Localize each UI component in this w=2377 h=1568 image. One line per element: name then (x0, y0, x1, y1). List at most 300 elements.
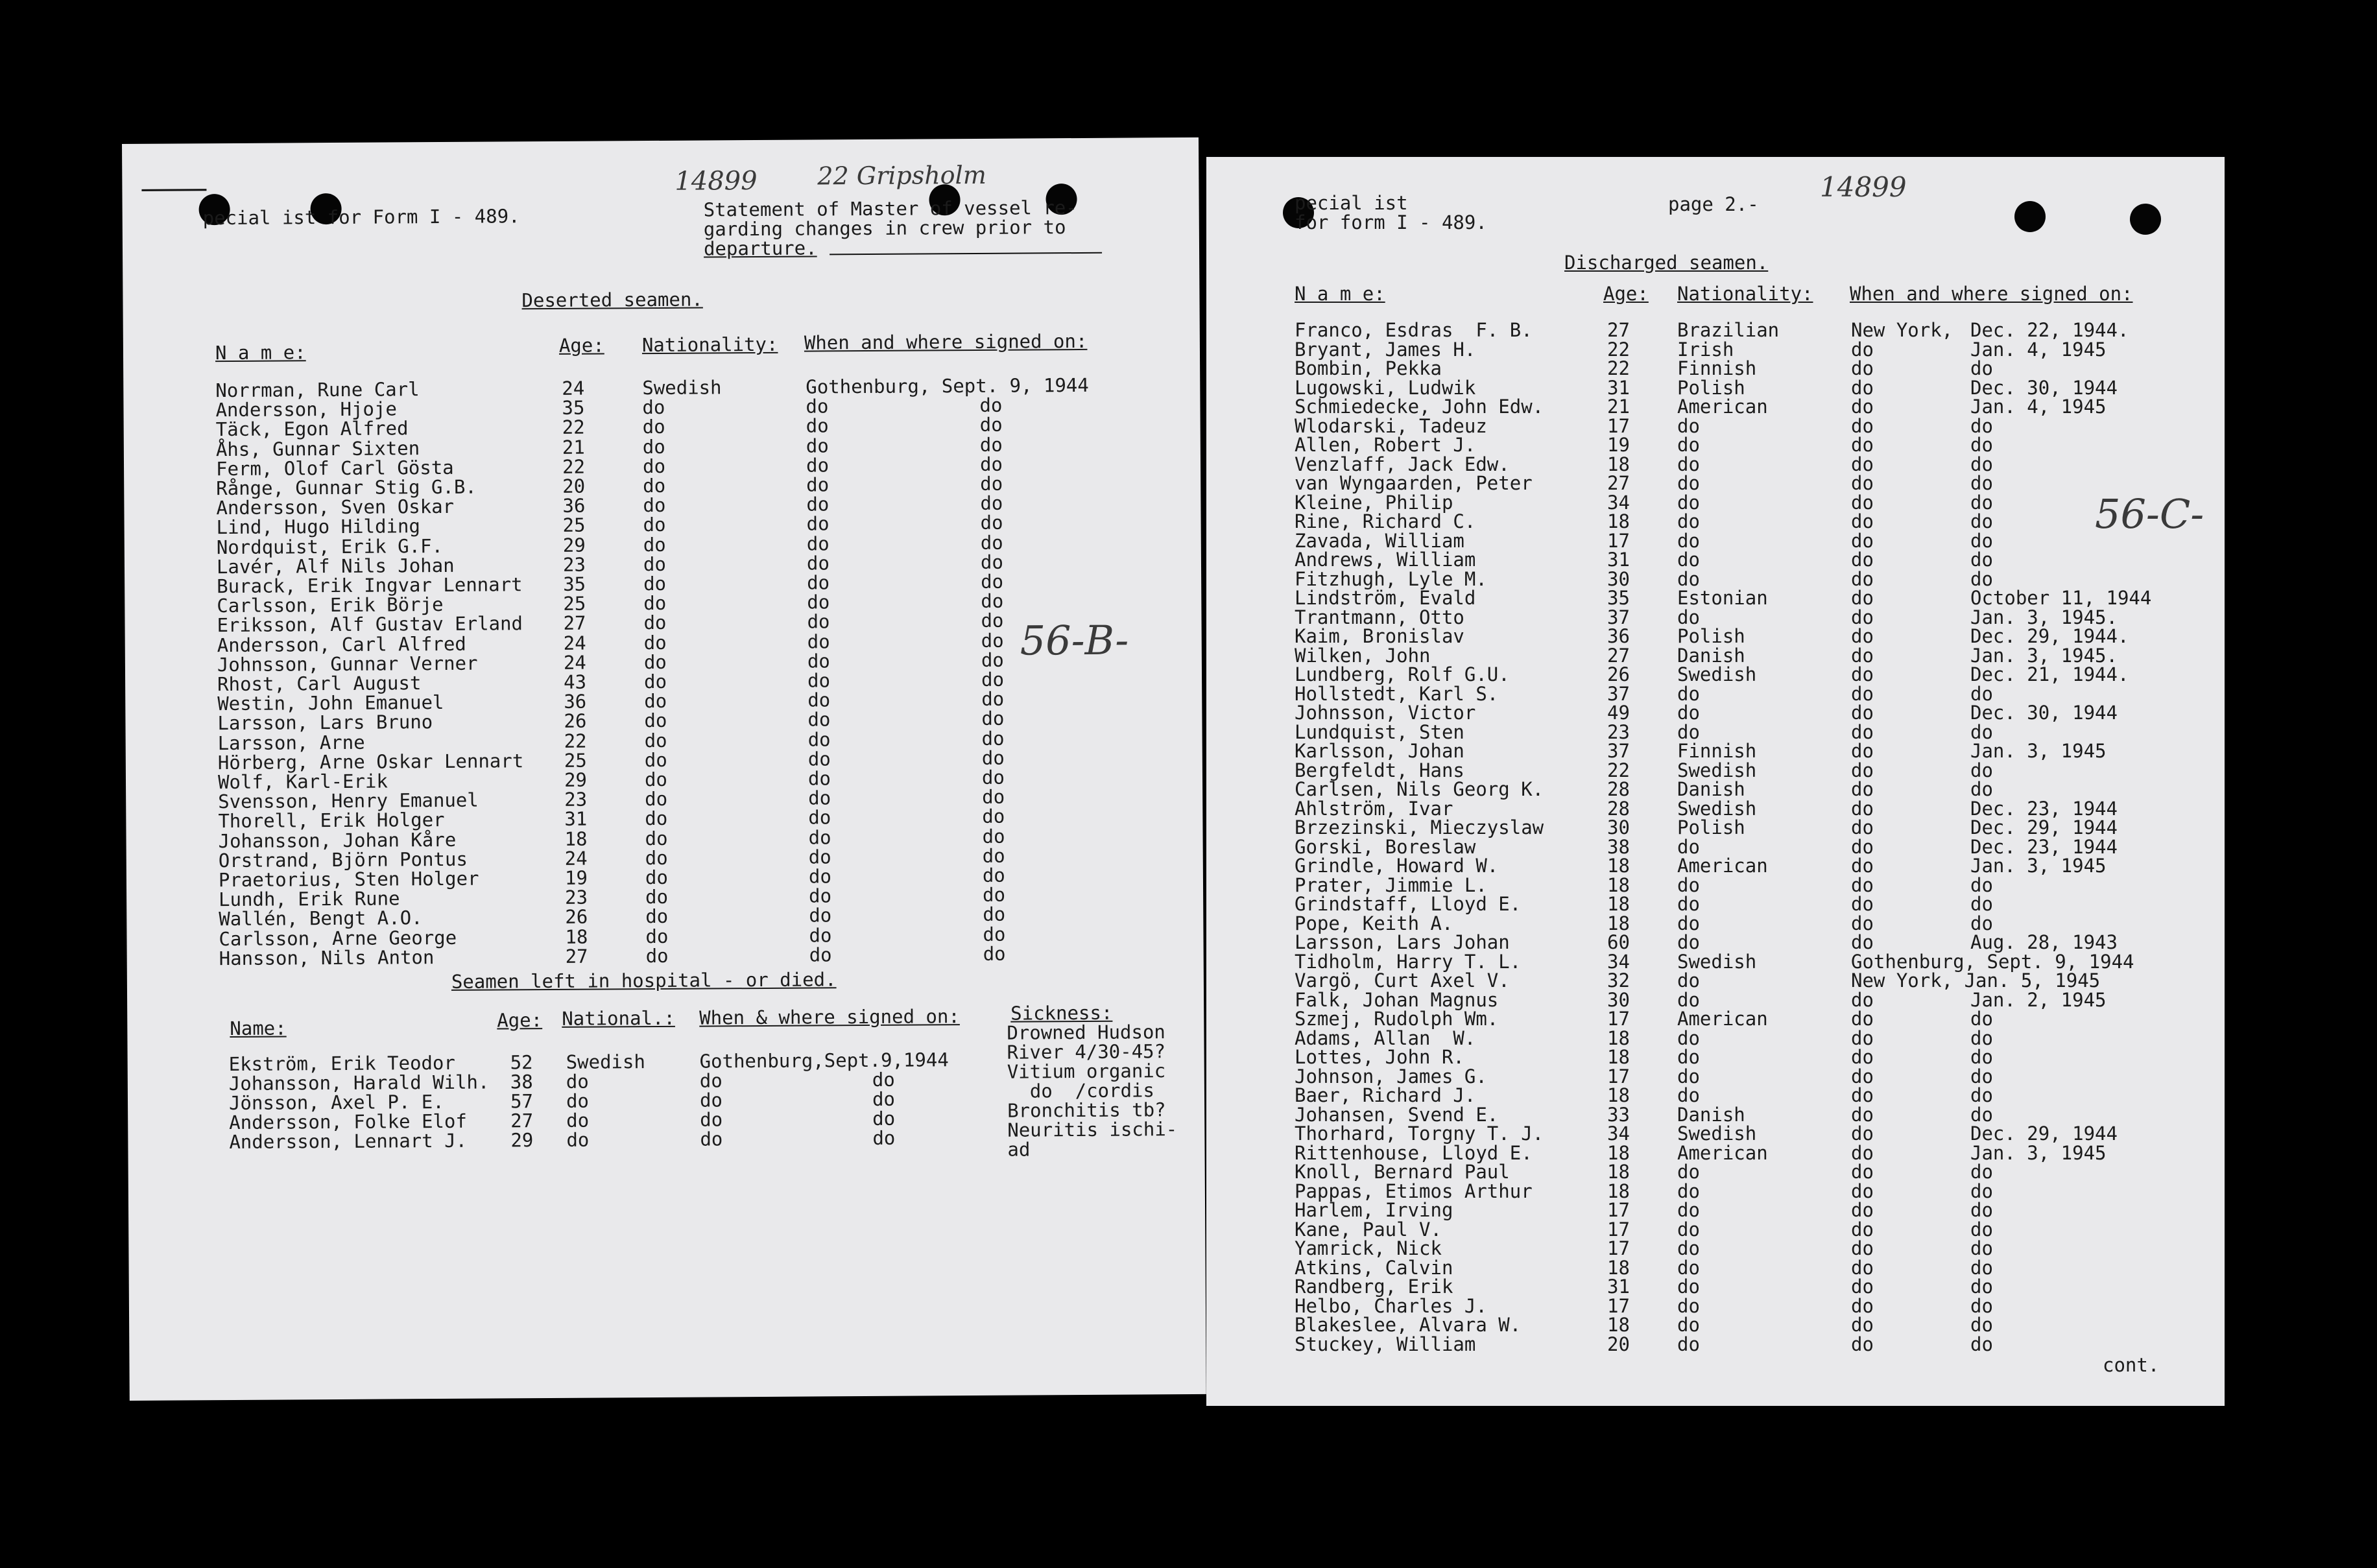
signed-on-date: do (1970, 1027, 1993, 1049)
seaman-age: 18 (1607, 1314, 1630, 1336)
signed-on-date: Jan. 3, 1945. (1970, 606, 2118, 628)
page-number: page 2.- (1668, 193, 1759, 215)
signed-on-place: do (1851, 587, 1874, 609)
seaman-age: 20 (1607, 1333, 1630, 1355)
seaman-age: 17 (1607, 1237, 1630, 1259)
seaman-nationality: do (1677, 567, 1700, 590)
seaman-name: Kane, Paul V. (1295, 1218, 1442, 1241)
signed-on-date: Dec. 29, 1944 (1970, 1123, 2118, 1145)
seaman-nationality: do (643, 474, 666, 497)
signed-on-place: do (700, 1108, 723, 1131)
seaman-nationality: Swedish (1677, 950, 1757, 973)
table-row (1206, 626, 2225, 646)
sickness-line: Bronchitis tb? (1007, 1099, 1166, 1122)
seaman-age: 60 (1607, 931, 1630, 953)
seaman-nationality: do (642, 435, 665, 458)
seaman-age: 36 (564, 690, 587, 713)
seaman-nationality: do (643, 631, 667, 654)
seaman-age: 22 (1607, 759, 1630, 781)
signed-on-date: do (980, 472, 1003, 495)
seaman-age: 27 (565, 945, 588, 968)
signed-on-place: do (1851, 472, 1874, 494)
seaman-nationality: do (644, 748, 667, 771)
seaman-nationality: do (1677, 835, 1700, 858)
seaman-age: 34 (1607, 491, 1630, 514)
header-age: Age: (558, 334, 604, 357)
signed-on-date: Jan. 3, 1945 (1970, 1141, 2107, 1164)
signed-on-date: do (1970, 1218, 1993, 1241)
signed-on-place: do (1851, 855, 1874, 877)
seaman-name: Knoll, Bernard Paul (1295, 1161, 1510, 1183)
seaman-name: Rine, Richard C. (1295, 510, 1476, 532)
handwritten-mark: 56-C- (2095, 490, 2204, 538)
signed-on-date: do (982, 805, 1005, 828)
seaman-nationality: do (645, 925, 669, 947)
seaman-name: Wlodarski, Tadeuz (1295, 414, 1487, 437)
signed-on-place: do (806, 395, 829, 418)
signed-on-place: do (807, 708, 831, 731)
table-row (1206, 1258, 2225, 1277)
signed-on-place: do (806, 493, 830, 516)
seaman-age: 18 (1607, 1027, 1630, 1049)
seaman-name: Larsson, Lars Bruno (217, 711, 433, 735)
sickness-line: do /cordis (1007, 1079, 1155, 1102)
seaman-age: 25 (563, 592, 586, 615)
table-row (1206, 455, 2225, 474)
signed-on-date: Dec. 22, 1944. (1970, 319, 2129, 341)
seaman-age: 18 (1607, 1256, 1630, 1279)
seaman-name: Täck, Egon Alfred (215, 417, 409, 441)
table-row (1206, 990, 2225, 1010)
seaman-name: Ekström, Erik Teodor (228, 1051, 455, 1076)
signed-on-date: do (981, 766, 1005, 789)
table-row (1206, 818, 2225, 837)
signed-on-date: do (1970, 1314, 1993, 1336)
signed-on-place: do (1851, 606, 1874, 628)
signed-on-place: do (806, 434, 829, 457)
signed-on-date: do (981, 707, 1005, 730)
seaman-age: 31 (1607, 1276, 1630, 1298)
seaman-name: Johansen, Svend E. (1295, 1103, 1499, 1126)
hospital-title: Seamen left in hospital - or died. (451, 968, 837, 993)
seaman-nationality: do (1677, 1294, 1700, 1317)
seaman-age: 18 (1607, 1161, 1630, 1183)
signed-on-date: do (981, 727, 1005, 750)
signed-on-place: do (1851, 1103, 1874, 1126)
seaman-age: 18 (1607, 510, 1630, 532)
seaman-nationality: American (1677, 855, 1768, 877)
seaman-age: 18 (1607, 873, 1630, 896)
seaman-name: Pappas, Etimos Arthur (1295, 1180, 1533, 1202)
seaman-nationality: do (1677, 873, 1700, 896)
sickness-line: Vitium organic (1007, 1060, 1166, 1083)
signed-on-date: do (981, 648, 1004, 671)
seaman-name: Larsson, Arne (217, 731, 365, 754)
seaman-nationality: Finnish (1677, 357, 1757, 379)
seaman-nationality: do (642, 416, 665, 438)
seaman-nationality: do (1677, 1256, 1700, 1279)
signed-on-date: do (1970, 357, 1993, 379)
seaman-age: 37 (1607, 682, 1630, 705)
seaman-name: Grindle, Howard W. (1295, 855, 1499, 877)
seaman-name: Allen, Robert J. (1295, 434, 1476, 456)
signed-on-place: do (1851, 376, 1874, 399)
table-row (1206, 1028, 2225, 1048)
signed-on-date: Dec. 23, 1944 (1970, 835, 2118, 858)
seaman-name: Brzezinski, Mieczyslaw (1295, 816, 1544, 838)
deserted-title: Deserted seamen. (521, 288, 703, 312)
seaman-nationality: do (645, 866, 668, 889)
seaman-name: Johansson, Harald Wilh. (228, 1071, 490, 1095)
table-row (1206, 1143, 2225, 1163)
seaman-name: Lavér, Alf Nils Johan (216, 554, 455, 578)
seaman-age: 24 (564, 847, 588, 870)
signed-on-date: do (1970, 472, 1993, 494)
seaman-nationality: Swedish (1677, 759, 1757, 781)
seaman-name: Lugowski, Ludwik (1295, 376, 1476, 399)
signed-on-place: do (699, 1069, 723, 1092)
signed-on-date: do (1970, 1333, 1993, 1355)
seaman-age: 24 (563, 651, 586, 674)
handwritten-file-number: 14899 (1820, 171, 1907, 203)
signed-on-date: do (1970, 759, 1993, 781)
signed-on-date: do (982, 785, 1005, 809)
table-row (1206, 1335, 2225, 1354)
signed-on-date: Dec. 23, 1944 (1970, 797, 2118, 820)
seaman-age: 18 (565, 925, 588, 948)
signed-on-place: do (1851, 720, 1874, 743)
signed-on-date: do (1970, 491, 1993, 514)
seaman-nationality: do (642, 396, 665, 419)
seaman-nationality: do (645, 944, 669, 967)
table-row (1206, 1182, 2225, 1201)
seaman-name: Nordquist, Erik G.F. (216, 534, 444, 558)
signed-on-date: do (1970, 1294, 1993, 1317)
seaman-name: Grindstaff, Lloyd E. (1295, 893, 1522, 915)
signed-on-place: do (1851, 549, 1874, 571)
signed-on-place: do (806, 552, 830, 575)
seaman-age: 23 (1607, 720, 1630, 743)
seaman-age: 23 (562, 553, 586, 576)
seaman-nationality: do (643, 572, 667, 595)
signed-on-date: do (1970, 1065, 1993, 1087)
signed-on-place: do (1851, 510, 1874, 532)
seaman-name: Fitzhugh, Lyle M. (1295, 567, 1487, 590)
seaman-nationality: do (644, 690, 667, 713)
signed-on-date: do (1970, 434, 1993, 456)
seaman-name: Carlsson, Arne George (219, 926, 457, 950)
seaman-name: Thorell, Erik Holger (218, 809, 445, 833)
seaman-name: Vargö, Curt Axel V. (1295, 969, 1510, 992)
signed-on-date: Dec. 30, 1944 (1970, 376, 2118, 399)
seaman-age: 27 (1607, 472, 1630, 494)
seaman-nationality: do (1677, 931, 1700, 953)
signed-on-date: do (1970, 682, 1993, 705)
seaman-name: Schmiedecke, John Edw. (1295, 396, 1544, 418)
seaman-nationality: do (566, 1128, 590, 1151)
seaman-name: Wallén, Bengt A.O. (219, 907, 423, 931)
seaman-name: Lundberg, Rolf G.U. (1295, 663, 1510, 685)
signed-on-date: do (982, 825, 1005, 848)
form-header-line-1: pecial ist (1295, 192, 1408, 214)
signed-on-date: do (980, 492, 1003, 515)
seaman-name: Larsson, Lars Johan (1295, 931, 1510, 953)
statement-line-2: garding changes in crew prior to (703, 216, 1066, 241)
table-row (1206, 971, 2225, 990)
seaman-nationality: Irish (1677, 338, 1734, 361)
signed-on-place: do (1851, 682, 1874, 705)
seaman-age: 35 (563, 573, 586, 595)
seaman-nationality: do (566, 1070, 589, 1093)
seaman-nationality: do (1677, 1276, 1700, 1298)
table-row (1206, 1067, 2225, 1086)
signed-on-place: do (1851, 414, 1874, 437)
seaman-name: Hörberg, Arne Oskar Lennart (217, 750, 524, 774)
signed-on-date: do (872, 1068, 895, 1091)
seaman-nationality: do (645, 807, 668, 830)
seaman-age: 38 (1607, 835, 1630, 858)
signed-on-date: Jan. 3, 1945. (1970, 644, 2118, 667)
seaman-age: 30 (1607, 988, 1630, 1011)
seaman-name: Adams, Allan W. (1295, 1027, 1476, 1049)
header-age: Age: (1603, 283, 1649, 305)
signed-on-date: do (1970, 1276, 1993, 1298)
left-document-page (122, 137, 1206, 1401)
right-document-page (1206, 157, 2225, 1406)
seaman-age: 28 (1607, 778, 1630, 800)
seaman-nationality: Swedish (566, 1051, 645, 1073)
seaman-nationality: do (645, 788, 668, 811)
seaman-nationality: do (643, 533, 666, 556)
table-row (1206, 1009, 2225, 1028)
table-row (1206, 1315, 2225, 1335)
seaman-name: Carlsson, Erik Börje (217, 593, 444, 617)
seaman-nationality: do (645, 846, 668, 869)
seaman-name: Bryant, James H. (1295, 338, 1476, 361)
seaman-age: 19 (564, 866, 588, 889)
table-row (1206, 1047, 2225, 1067)
signed-on-date: do (872, 1126, 896, 1149)
seaman-name: Falk, Johan Magnus (1295, 988, 1499, 1011)
seaman-age: 35 (1607, 587, 1630, 609)
seaman-nationality: do (644, 768, 668, 791)
seaman-nationality: Swedish (1677, 1123, 1757, 1145)
seaman-name: Johnsson, Gunnar Verner (217, 652, 478, 676)
seaman-age: 21 (562, 436, 585, 458)
seaman-age: 28 (1607, 797, 1630, 820)
signed-on-date: do (1970, 893, 1993, 915)
signed-on-date: do (1970, 1103, 1993, 1126)
seaman-age: 38 (510, 1071, 533, 1093)
header-signed-on: When and where signed on: (804, 329, 1088, 354)
signed-on-date: do (981, 629, 1004, 652)
signed-on-date: do (981, 746, 1005, 769)
seaman-name: Ahlström, Ivar (1295, 797, 1453, 820)
seaman-age: 27 (510, 1110, 534, 1132)
seaman-age: 18 (1607, 912, 1630, 934)
signed-on-place: do (1851, 1333, 1874, 1355)
signed-on-place: do (1851, 740, 1874, 762)
seaman-name: Wolf, Karl-Erik (217, 770, 388, 794)
seaman-name: Carlsen, Nils Georg K. (1295, 778, 1544, 800)
seaman-name: Rhost, Carl August (217, 672, 422, 696)
seaman-nationality: do (643, 650, 667, 673)
sickness-line: River 4/30-45? (1007, 1040, 1166, 1063)
table-row (1206, 1239, 2225, 1258)
statement-line-3: departure. (703, 237, 817, 260)
seaman-age: 17 (1607, 1294, 1630, 1317)
signed-on-date: do (981, 570, 1004, 593)
seaman-name: Praetorius, Sten Holger (218, 867, 479, 892)
seaman-nationality: do (642, 455, 666, 477)
seaman-nationality: Polish (1677, 816, 1745, 838)
hospital-header-nationality: National.: (562, 1006, 675, 1030)
signed-on-date: do (983, 903, 1006, 926)
seaman-name: Wilken, John (1295, 644, 1431, 667)
seaman-nationality: Brazilian (1677, 319, 1780, 341)
seaman-age: 24 (562, 377, 585, 399)
table-row (1206, 779, 2225, 799)
seaman-age: 34 (1607, 950, 1630, 973)
seaman-nationality: do (1677, 1199, 1700, 1221)
signed-on-place: do (808, 787, 831, 809)
underline (830, 252, 1102, 255)
seaman-age: 31 (1607, 376, 1630, 399)
header-name: N a m e: (215, 341, 306, 364)
signed-on-place: do (807, 748, 831, 770)
seaman-nationality: do (1677, 1333, 1700, 1355)
table-row (1206, 837, 2225, 857)
seaman-name: Hollstedt, Karl S. (1295, 682, 1499, 705)
signed-on-date: do (1970, 1256, 1993, 1279)
table-row (1206, 932, 2225, 952)
seaman-age: 17 (1607, 1065, 1630, 1087)
signed-on-place: do (809, 944, 832, 966)
seaman-nationality: do (645, 886, 669, 909)
signed-on-date: do (1970, 1084, 1993, 1106)
seaman-name: Ferm, Olof Carl Gösta (215, 456, 454, 480)
signed-on-place: do (1851, 625, 1874, 647)
signed-on-date: do (1970, 873, 1993, 896)
signed-on-date: Jan. 2, 1945 (1970, 988, 2107, 1011)
seaman-name: Trantmann, Otto (1295, 606, 1464, 628)
signed-on-date: do (980, 531, 1003, 554)
signed-on-place: do (1851, 663, 1874, 685)
seaman-age: 25 (562, 514, 586, 537)
seaman-nationality: do (566, 1089, 590, 1112)
signed-on-place: do (808, 826, 831, 849)
signed-on-date: do (1970, 1237, 1993, 1259)
seaman-name: Westin, John Emanuel (217, 691, 444, 715)
seaman-nationality: do (644, 709, 667, 732)
seaman-nationality: do (1677, 682, 1700, 705)
seaman-nationality: Polish (1677, 625, 1745, 647)
signed-on-place: do (807, 591, 830, 613)
seaman-nationality: Danish (1677, 778, 1745, 800)
seaman-nationality: Finnish (1677, 740, 1757, 762)
seaman-nationality: do (1677, 414, 1700, 437)
signed-on-date: Dec. 30, 1944 (1970, 702, 2118, 724)
table-row (1206, 741, 2225, 761)
seaman-name: Burack, Erik Ingvar Lennart (217, 573, 523, 598)
seaman-nationality: do (643, 612, 667, 634)
seaman-nationality: do (643, 592, 667, 615)
seaman-name: Harlem, Irving (1295, 1199, 1453, 1221)
signed-on-place: do (1851, 529, 1874, 552)
seaman-nationality: do (1677, 510, 1700, 532)
signed-on-place: do (806, 532, 830, 555)
signed-on-place: New York, Jan. 5, 1945 (1851, 969, 2101, 992)
signed-on-place: do (1851, 1314, 1874, 1336)
seaman-age: 31 (1607, 549, 1630, 571)
seaman-nationality: do (645, 905, 669, 928)
table-row (1206, 761, 2225, 780)
seaman-name: Andrews, William (1295, 549, 1476, 571)
signed-on-date: do (979, 433, 1003, 456)
seaman-name: Tidholm, Harry T. L. (1295, 950, 1522, 973)
seaman-nationality: do (1677, 529, 1700, 552)
seaman-age: 24 (563, 632, 586, 654)
signed-on-date: do (1970, 549, 1993, 571)
seaman-age: 18 (564, 827, 588, 850)
table-row (1206, 569, 2225, 589)
form-header-line-2: for form I - 489. (1295, 211, 1487, 233)
seaman-name: Eriksson, Alf Gustav Erland (217, 612, 523, 637)
seaman-nationality: do (645, 827, 668, 849)
seaman-age: 21 (1607, 396, 1630, 418)
signed-on-date: do (982, 864, 1005, 886)
signed-on-place: do (806, 454, 830, 477)
seaman-nationality: do (1677, 1180, 1700, 1202)
seaman-nationality: do (1677, 1314, 1700, 1336)
signed-on-place: do (1851, 453, 1874, 475)
seaman-nationality: do (643, 552, 666, 575)
seaman-nationality: do (1677, 1065, 1700, 1087)
table-row (1206, 378, 2225, 398)
hospital-header-sickness: Sickness: (1010, 1001, 1113, 1025)
signed-on-place: do (807, 650, 830, 672)
header-nationality: Nationality: (641, 333, 778, 357)
table-row (1206, 435, 2225, 455)
seaman-nationality: American (1677, 396, 1768, 418)
seaman-age: 27 (1607, 644, 1630, 667)
signed-on-date: Jan. 4, 1945 (1970, 338, 2107, 361)
seaman-age: 30 (1607, 567, 1630, 590)
signed-on-place: do (1851, 1294, 1874, 1317)
hospital-header-signed-on: When & where signed on: (699, 1005, 960, 1029)
seaman-age: 37 (1607, 606, 1630, 628)
seaman-name: Randberg, Erik (1295, 1276, 1453, 1298)
seaman-name: Johnsson, Victor (1295, 702, 1476, 724)
table-row (1206, 473, 2225, 493)
seaman-age: 22 (562, 416, 585, 439)
table-row (1206, 952, 2225, 971)
table-row (1206, 875, 2225, 895)
signed-on-place: do (1851, 759, 1874, 781)
signed-on-date: Dec. 21, 1944. (1970, 663, 2129, 685)
sickness-line: ad (1007, 1138, 1031, 1161)
seaman-name: Rittenhouse, Lloyd E. (1295, 1141, 1533, 1164)
statement-line-1: Statement of Master of vessel re- (703, 196, 1077, 221)
seaman-age: 23 (565, 886, 588, 909)
sickness-line: Neuritis ischi- (1007, 1118, 1178, 1141)
seaman-nationality: do (1677, 1218, 1700, 1241)
signed-on-place: do (1851, 931, 1874, 953)
hospital-header-name: Name: (230, 1017, 287, 1040)
seaman-age: 26 (1607, 663, 1630, 685)
table-row (1206, 894, 2225, 914)
seaman-nationality: do (643, 670, 667, 693)
